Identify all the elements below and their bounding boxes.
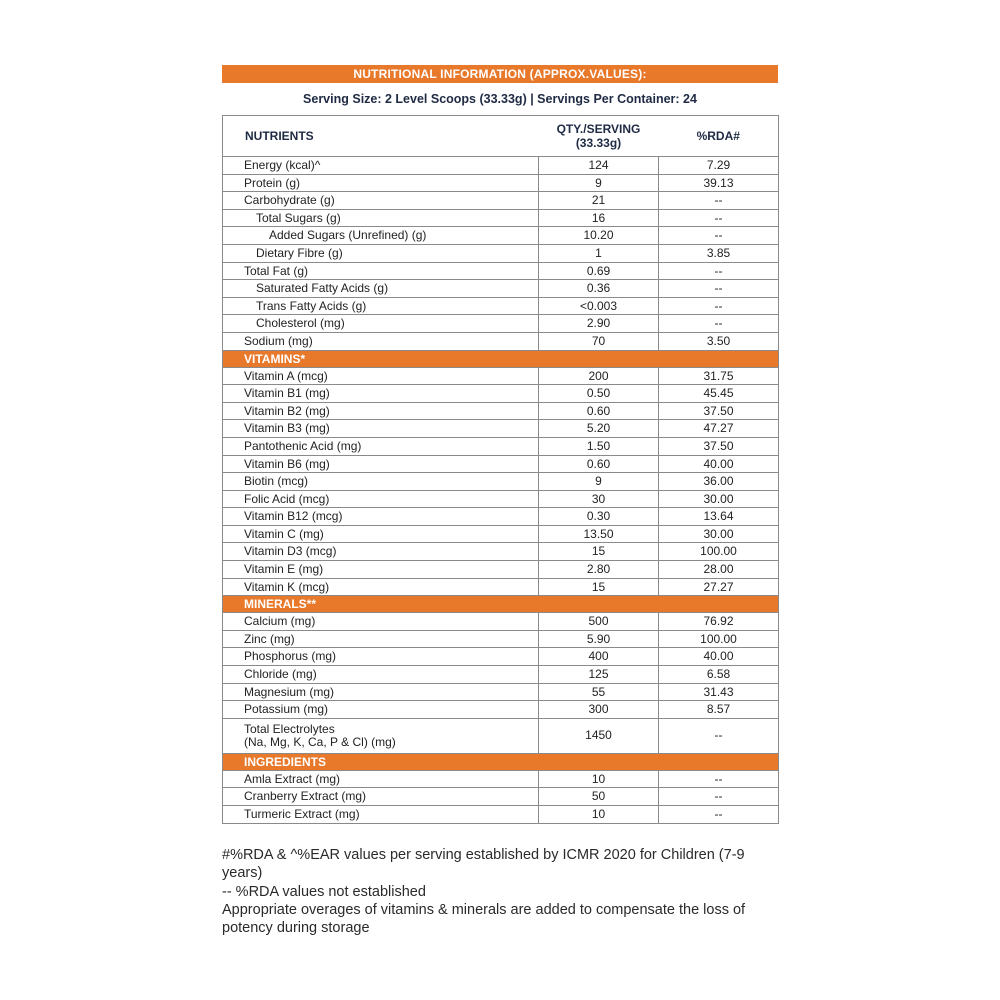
nutrient-qty: 15 [539,543,659,561]
nutrient-qty: 500 [539,613,659,631]
nutrient-name: Vitamin B6 (mg) [223,455,539,473]
nutrient-qty: 9 [539,174,659,192]
table-row [223,174,779,192]
nutrient-qty: 125 [539,666,659,684]
nutrient-qty: 0.60 [539,455,659,473]
nutrient-rda: -- [659,315,779,333]
nutrient-rda: 36.00 [659,473,779,491]
table-row [223,666,779,684]
nutrient-rda: 27.27 [659,578,779,596]
nutrient-rda: 7.29 [659,157,779,175]
nutrient-qty: 10 [539,770,659,788]
nutrient-name: Total Fat (g) [223,262,539,280]
table-row [223,508,779,526]
nutrient-qty: 124 [539,157,659,175]
table-row [223,543,779,561]
nutrient-name: Calcium (mg) [223,613,539,631]
nutrient-qty: 0.69 [539,262,659,280]
nutrient-rda: -- [659,788,779,806]
table-row [223,648,779,666]
table-row [223,227,779,245]
nutrient-rda: 8.57 [659,701,779,719]
nutrient-qty: 50 [539,788,659,806]
nutrient-name: Carbohydrate (g) [223,192,539,210]
nutrient-name: Vitamin D3 (mcg) [223,543,539,561]
nutrient-name: Amla Extract (mg) [223,770,539,788]
nutrient-rda: 39.13 [659,174,779,192]
footnote-rda: #%RDA & ^%EAR values per serving established by ICMR 2020 for Children (7-9 years) [222,847,745,882]
nutrient-rda: 3.85 [659,244,779,262]
nutrient-name: Trans Fatty Acids (g) [223,297,539,315]
table-row [223,455,779,473]
nutrient-qty: 0.60 [539,402,659,420]
nutrient-name: Cholesterol (mg) [223,315,539,333]
nutrient-rda: 100.00 [659,630,779,648]
nutrient-rda: -- [659,209,779,227]
header-qty: QTY./SERVING (33.33g) [539,116,659,157]
nutrient-name: Vitamin E (mg) [223,561,539,579]
table-row [223,437,779,455]
nutrient-name: Vitamin K (mcg) [223,578,539,596]
nutrient-name: Sodium (mg) [223,332,539,350]
header-nutrients: NUTRIENTS [223,116,539,157]
nutrient-qty: 2.90 [539,315,659,333]
table-row [223,367,779,385]
table-row [223,473,779,491]
electrolytes-line2: (Na, Mg, K, Ca, P & Cl) (mg) [244,734,396,749]
nutrient-rda: 30.00 [659,525,779,543]
nutrient-rda: -- [659,262,779,280]
nutrient-rda: 40.00 [659,455,779,473]
nutrient-qty: 10 [539,806,659,824]
nutrient-rda: 28.00 [659,561,779,579]
nutrient-qty: 2.80 [539,561,659,579]
nutrient-rda: 100.00 [659,543,779,561]
nutrient-name: Vitamin B12 (mcg) [223,508,539,526]
nutrient-name: Added Sugars (Unrefined) (g) [223,227,539,245]
nutrient-rda: 37.50 [659,402,779,420]
nutrient-qty: 55 [539,683,659,701]
nutrient-name: Total Sugars (g) [223,209,539,227]
table-row [223,297,779,315]
table-row [223,332,779,350]
footnotes [222,846,782,937]
header-rda: %RDA# [659,116,779,157]
nutrient-rda: 31.43 [659,683,779,701]
nutrient-qty: 200 [539,367,659,385]
table-row [223,701,779,719]
nutrient-qty: 400 [539,648,659,666]
nutrient-rda: 3.50 [659,332,779,350]
nutrient-qty: 30 [539,490,659,508]
nutrient-name: Biotin (mcg) [223,473,539,491]
table-row [223,718,779,753]
electrolytes-line1: Total Electrolytes [244,721,335,736]
nutrient-name: Saturated Fatty Acids (g) [223,280,539,298]
nutrient-name: Vitamin C (mg) [223,525,539,543]
nutrient-qty: 300 [539,701,659,719]
table-row [223,613,779,631]
footnote-overages: Appropriate overages of vitamins & minerals are added to compensate the loss of potency during storage [222,901,746,937]
nutrient-rda: -- [659,806,779,824]
nutrient-name: Dietary Fibre (g) [223,244,539,262]
nutrient-qty: 10.20 [539,227,659,245]
nutrient-rda: 30.00 [659,490,779,508]
table-row [223,280,779,298]
nutrient-qty: 0.50 [539,385,659,403]
table-row [223,209,779,227]
table-row [223,630,779,648]
nutrient-name: Energy (kcal)^ [223,157,539,175]
nutrient-name: Folic Acid (mcg) [223,490,539,508]
nutrient-rda: -- [659,280,779,298]
nutrient-rda: -- [659,718,779,753]
nutrition-panel [222,65,778,824]
nutrient-rda: 31.75 [659,367,779,385]
nutrient-name: Pantothenic Acid (mg) [223,437,539,455]
minerals-section-header-label: MINERALS** [223,596,779,613]
nutrient-rda: 47.27 [659,420,779,438]
nutrient-rda: -- [659,770,779,788]
vitamins-section-header-label: VITAMINS* [223,350,779,367]
ingredients-section-header [223,753,779,770]
table-row [223,806,779,824]
nutrient-qty: 0.36 [539,280,659,298]
nutrient-qty: 1450 [539,718,659,753]
table-row [223,578,779,596]
nutrient-qty: 0.30 [539,508,659,526]
nutrient-rda: -- [659,192,779,210]
table-row [223,262,779,280]
nutrient-name [223,718,539,753]
minerals-section-header [223,596,779,613]
table-row [223,420,779,438]
nutrient-name: Protein (g) [223,174,539,192]
nutrient-name: Magnesium (mg) [223,683,539,701]
table-row [223,683,779,701]
nutrient-name: Potassium (mg) [223,701,539,719]
table-row [223,385,779,403]
nutrient-rda: -- [659,297,779,315]
nutrient-qty: 70 [539,332,659,350]
nutrient-qty: 13.50 [539,525,659,543]
nutrient-qty: 1 [539,244,659,262]
table-row [223,402,779,420]
panel-title: NUTRITIONAL INFORMATION (APPROX.VALUES): [222,65,778,83]
nutrient-rda: 45.45 [659,385,779,403]
table-row [223,525,779,543]
nutrient-rda: -- [659,227,779,245]
nutrient-qty: 5.90 [539,630,659,648]
nutrient-qty: 21 [539,192,659,210]
nutrient-rda: 40.00 [659,648,779,666]
table-row [223,490,779,508]
table-row [223,788,779,806]
nutrition-table [222,115,779,824]
nutrient-name: Vitamin B3 (mg) [223,420,539,438]
table-row [223,157,779,175]
serving-info: Serving Size: 2 Level Scoops (33.33g) | Servings Per Container: 24 [303,92,697,106]
nutrient-name: Chloride (mg) [223,666,539,684]
nutrient-name: Vitamin B2 (mg) [223,402,539,420]
nutrient-name: Vitamin B1 (mg) [223,385,539,403]
table-row [223,315,779,333]
table-row [223,770,779,788]
nutrient-name: Phosphorus (mg) [223,648,539,666]
footnote-not-established: -- %RDA values not established [222,883,426,900]
nutrient-qty: 1.50 [539,437,659,455]
nutrient-qty: 5.20 [539,420,659,438]
nutrient-qty: 15 [539,578,659,596]
nutrient-qty: 9 [539,473,659,491]
nutrient-qty: <0.003 [539,297,659,315]
table-row [223,192,779,210]
table-row [223,244,779,262]
table-row [223,561,779,579]
nutrient-rda: 76.92 [659,613,779,631]
nutrient-qty: 16 [539,209,659,227]
nutrient-rda: 37.50 [659,437,779,455]
nutrient-rda: 6.58 [659,666,779,684]
nutrient-name: Turmeric Extract (mg) [223,806,539,824]
ingredients-section-header-label: INGREDIENTS [223,753,779,770]
nutrient-rda: 13.64 [659,508,779,526]
nutrient-name: Zinc (mg) [223,630,539,648]
nutrient-name: Vitamin A (mcg) [223,367,539,385]
vitamins-section-header [223,350,779,367]
nutrient-name: Cranberry Extract (mg) [223,788,539,806]
table-header-row [223,116,779,157]
